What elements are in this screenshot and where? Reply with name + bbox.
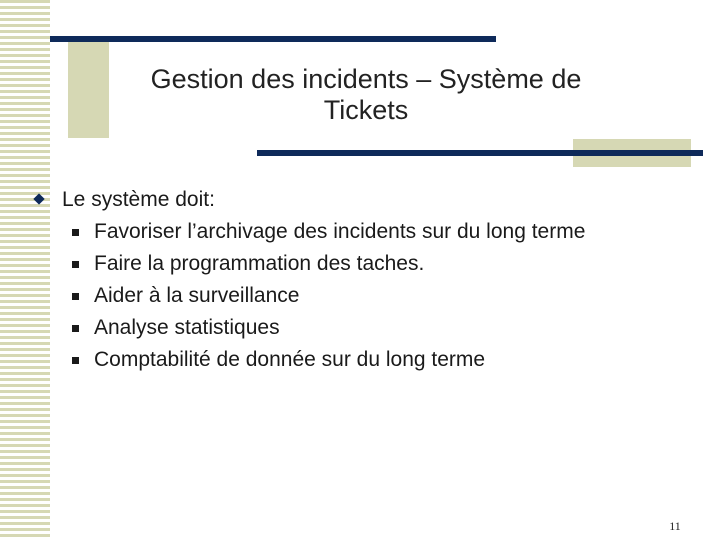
square-bullet-icon [72, 261, 79, 268]
square-bullet-icon [72, 325, 79, 332]
sub-bullet-item [28, 344, 688, 376]
sub-bullet-item [28, 280, 688, 312]
diamond-bullet-icon [33, 193, 44, 204]
slide-title-line-1: Gestion des incidents – Système de [150, 64, 582, 94]
square-bullet-icon [72, 357, 79, 364]
bullet-item-main [28, 184, 688, 216]
slide-title-line-2: Tickets [323, 95, 409, 125]
sub-bullet-list [28, 216, 688, 376]
sub-bullet-text: Comptabilité de donnée sur du long terme [94, 348, 486, 371]
sub-bullet-text: Aider à la surveillance [94, 284, 300, 307]
square-bullet-icon [72, 229, 79, 236]
sub-bullet-text: Favoriser l’archivage des incidents sur du long terme [94, 220, 586, 243]
page-number: 11 [669, 519, 681, 533]
bullet-list [28, 184, 688, 376]
sub-bullet-item [28, 216, 688, 248]
title-accent-box-left [68, 40, 109, 138]
sub-bullet-item [28, 248, 688, 280]
title-rule-bottom [257, 150, 703, 156]
slide-title [108, 64, 624, 126]
sub-bullet-text: Analyse statistiques [94, 316, 280, 339]
bullet-main-text: Le système doit: [62, 188, 215, 211]
sub-bullet-text: Faire la programmation des taches. [94, 252, 425, 275]
title-rule-top [50, 36, 496, 42]
sub-bullet-item [28, 312, 688, 344]
square-bullet-icon [72, 293, 79, 300]
